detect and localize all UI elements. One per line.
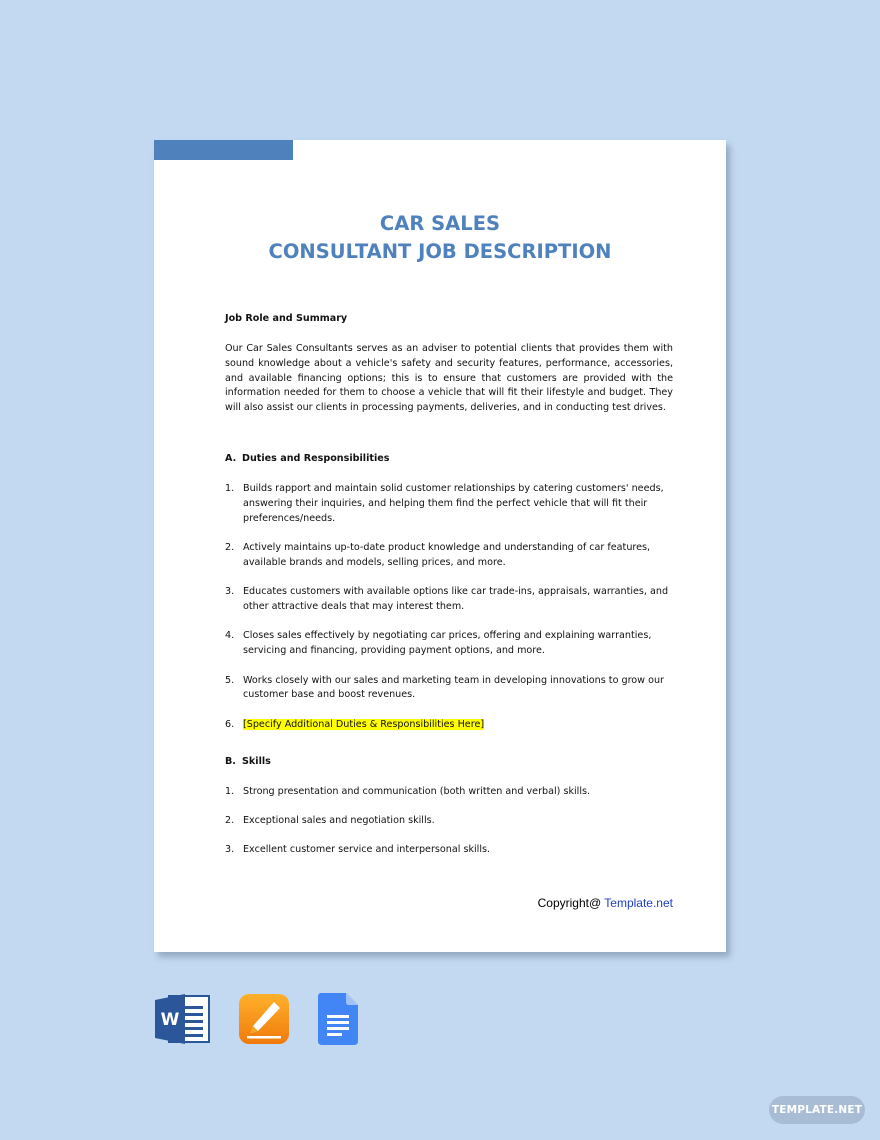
duties-heading xyxy=(225,452,673,466)
list-item-text: Works closely with our sales and marketing team in developing innovations to grow our customer base and boost revenues. xyxy=(243,674,664,701)
list-item-number: 1. xyxy=(225,785,235,797)
document-page xyxy=(154,140,726,952)
list-item xyxy=(225,541,673,571)
list-item-text: Exceptional sales and negotiation skills. xyxy=(243,814,435,826)
skills-list xyxy=(225,785,673,859)
accent-bar xyxy=(154,140,293,160)
list-item-number: 4. xyxy=(225,630,235,642)
list-item-text: Educates customers with available options like car trade-ins, appraisals, warranties, and other attractive deals that may interest them. xyxy=(243,586,669,612)
list-item-text: Actively maintains up-to-date product knowledge and understanding of car features, available brands and models, selling prices, and more. xyxy=(243,541,651,568)
list-item xyxy=(225,674,673,704)
list-item-number: 3. xyxy=(225,586,235,598)
document-title xyxy=(154,210,726,266)
list-item-number: 1. xyxy=(225,482,235,494)
duties-heading-text: Duties and Responsibilities xyxy=(242,452,390,464)
copyright-prefix: Copyright@ xyxy=(537,896,602,910)
duties-list xyxy=(225,482,673,733)
word-icon-letter: W xyxy=(160,1010,180,1030)
list-item xyxy=(225,718,673,733)
skills-heading xyxy=(225,755,673,769)
list-item-number: 6. xyxy=(225,718,235,730)
list-item-placeholder-text xyxy=(243,718,673,733)
skills-heading-text: Skills xyxy=(242,755,271,767)
summary-heading: Job Role and Summary xyxy=(225,313,348,324)
title-line-1: CAR SALES xyxy=(379,212,501,235)
list-item-number: 2. xyxy=(225,814,235,826)
google-docs-icon[interactable] xyxy=(318,993,358,1045)
list-item xyxy=(225,785,673,800)
list-item-number: 3. xyxy=(225,844,235,856)
document-content xyxy=(225,312,673,873)
list-item-text: Strong presentation and communication (both written and verbal) skills. xyxy=(243,785,591,797)
list-item-number: 5. xyxy=(225,674,235,686)
highlighted-placeholder: [Specify Additional Duties & Responsibilities Here] xyxy=(243,718,485,730)
list-item xyxy=(225,629,673,659)
list-item xyxy=(225,482,673,526)
copyright-line xyxy=(538,896,673,910)
skills-label: B. xyxy=(225,755,236,767)
list-item-number: 2. xyxy=(225,541,235,553)
copyright-link[interactable]: Template.net xyxy=(604,896,673,910)
duties-label: A. xyxy=(225,452,237,464)
summary-paragraph: Our Car Sales Consultants serves as an adviser to potential clients that provides them with sound knowledge about a vehicle's safety and security features, performance, accessories, and available financing options; this is to ensure that customers are provided with the information needed for them to choose a vehicle that will fit their lifestyle and budget. They will also assist our clients in processing payments, deliveries, and in conducting test drives. xyxy=(225,343,673,414)
template-net-badge[interactable]: TEMPLATE.NET xyxy=(769,1096,865,1124)
list-item-text: Closes sales effectively by negotiating car prices, offering and explaining warranties, servicing and financing, providing payment options, and more. xyxy=(243,630,652,657)
list-item xyxy=(225,843,673,858)
list-item xyxy=(225,814,673,829)
list-item xyxy=(225,585,673,615)
pages-icon[interactable] xyxy=(238,993,290,1045)
list-item-text: Builds rapport and maintain solid customer relationships by catering customers' needs, answering their inquiries, and helping them find the perfect vehicle that will fit their preferences/needs. xyxy=(243,482,664,524)
title-line-2: CONSULTANT JOB DESCRIPTION xyxy=(268,240,612,263)
list-item-text: Excellent customer service and interpersonal skills. xyxy=(243,844,491,856)
word-icon[interactable] xyxy=(155,994,211,1044)
